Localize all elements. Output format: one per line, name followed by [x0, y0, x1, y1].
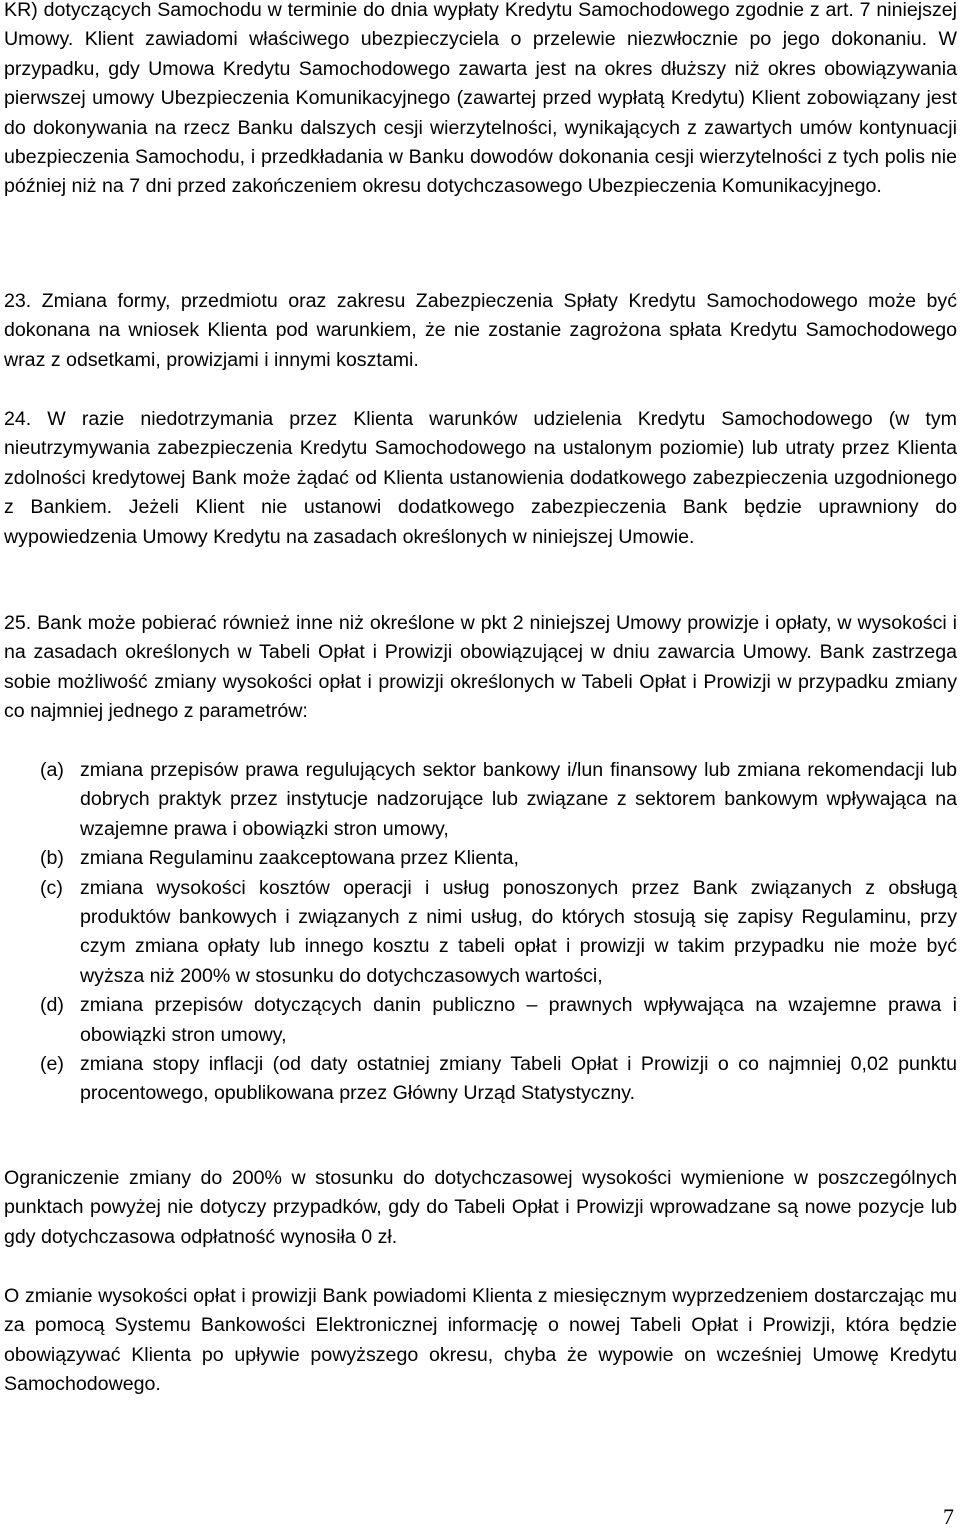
list-marker: (e)	[40, 1053, 64, 1076]
paragraph-intro: KR) dotyczących Samochodu w terminie do dnia wypłaty Kredytu Samochodowego zgodnie z art. 7 niniejszej Umowy. Klient zawiadomi właściwego ubezpieczyciela o przelewie niezwłocznie po jego dokonaniu. W przypadku, gdy Umowa Kredytu Samochodowego zawarta jest na okres dłuższy niż okres obowiązywania pierwszej umowy Ubezpieczenia Komunikacyjnego (zawartej przed wypłatą Kredytu) Klient zobowiązany jest do dokonywania na rzecz Banku dalszych cesji wierzytelności, wynikających z zawartych umów kontynuacji ubezpieczenia Samochodu, i przedkładania w Banku dowodów dokonania cesji wierzytelności z tych polis nie później niż na 7 dni przed zakończeniem okresu dotychczasowego Ubezpieczenia Komunikacyjnego.	[4, 0, 957, 198]
paragraph-24: 24. W razie niedotrzymania przez Klienta warunków udzielenia Kredytu Samochodowego (w tym nieutrzymywania zabezpieczenia Kredytu Samochodowego na ustalonym poziomie) lub utraty przez Klienta zdolności kredytowej Bank może żądać od Klienta ustanowienia dodatkowego zabezpieczenia uzgodnionego z Bankiem. Jeżeli Klient nie ustanowi dodatkowego zabezpieczenia Bank będzie uprawniony do wypowiedzenia Umowy Kredytu na zasadach określonych w niniejszej Umowie.	[4, 408, 957, 548]
list-item	[4, 756, 957, 844]
list-item	[4, 1050, 957, 1109]
parameters-list	[4, 756, 957, 1109]
list-item-text: zmiana przepisów dotyczących danin publiczno – prawnych wpływająca na wzajemne prawa i obowiązki stron umowy,	[80, 994, 957, 1046]
list-marker: (d)	[40, 994, 64, 1017]
list-item-text: zmiana przepisów prawa regulujących sektor bankowy i/lun finansowy lub zmiana rekomendacji lub dobrych praktyk przez instytucje nadzorujące lub związane z sektorem bankowym wpływająca na wzajemne prawa i obowiązki stron umowy,	[80, 759, 957, 840]
page-number: 7	[943, 1504, 954, 1529]
list-item	[4, 991, 957, 1050]
list-item-text: zmiana stopy inflacji (od daty ostatniej zmiany Tabeli Opłat i Prowizji o co najmniej 0,02 punktu procentowego, opublikowana przez Główny Urząd Statystyczny.	[80, 1053, 957, 1105]
paragraph-notice: O zmianie wysokości opłat i prowizji Bank powiadomi Klienta z miesięcznym wyprzedzeniem dostarczając mu za pomocą Systemu Bankowości Elektronicznej informację o nowej Tabeli Opłat i Prowizji, która będzie obowiązywać Klienta po upływie powyższego okresu, chyba że wypowie on wcześniej Umowę Kredytu Samochodowego.	[4, 1285, 957, 1396]
list-marker: (c)	[40, 876, 63, 899]
list-marker: (b)	[40, 847, 64, 870]
list-item	[4, 874, 957, 992]
paragraph-23: 23. Zmiana formy, przedmiotu oraz zakresu Zabezpieczenia Spłaty Kredytu Samochodowego może być dokonana na wniosek Klienta pod warunkiem, że nie zostanie zagrożona spłata Kredytu Samochodowego wraz z odsetkami, prowizjami i innymi kosztami.	[4, 290, 957, 371]
list-marker: (a)	[40, 759, 64, 781]
list-item	[4, 844, 957, 873]
paragraph-25: 25. Bank może pobierać również inne niż określone w pkt 2 niniejszej Umowy prowizje i opłaty, w wysokości i na zasadach określonych w Tabeli Opłat i Prowizji obowiązującej w dniu zawarcia Umowy. Bank zastrzega sobie możliwość zmiany wysokości opłat i prowizji określonych w Tabeli Opłat i Prowizji w przypadku zmiany co najmniej jednego z parametrów:	[4, 612, 957, 723]
list-item-text: zmiana Regulaminu zaakceptowana przez Klienta,	[80, 847, 519, 870]
paragraph-limit: Ograniczenie zmiany do 200% w stosunku do dotychczasowej wysokości wymienione w poszczególnych punktach powyżej nie dotyczy przypadków, gdy do Tabeli Opłat i Prowizji wprowadzane są nowe pozycje lub gdy dotychczasowa odpłatność wynosiła 0 zł.	[4, 1167, 957, 1248]
list-item-text: zmiana wysokości kosztów operacji i usług ponoszonych przez Bank związanych z obsługą produktów bankowych i związanych z nimi usług, do których stosują się zapisy Regulaminu, przy czym zmiana opłaty lub innego kosztu z tabeli opłat i prowizji w takim przypadku nie może być wyższa niż 200% w stosunku do dotychczasowych wartości,	[80, 876, 957, 987]
